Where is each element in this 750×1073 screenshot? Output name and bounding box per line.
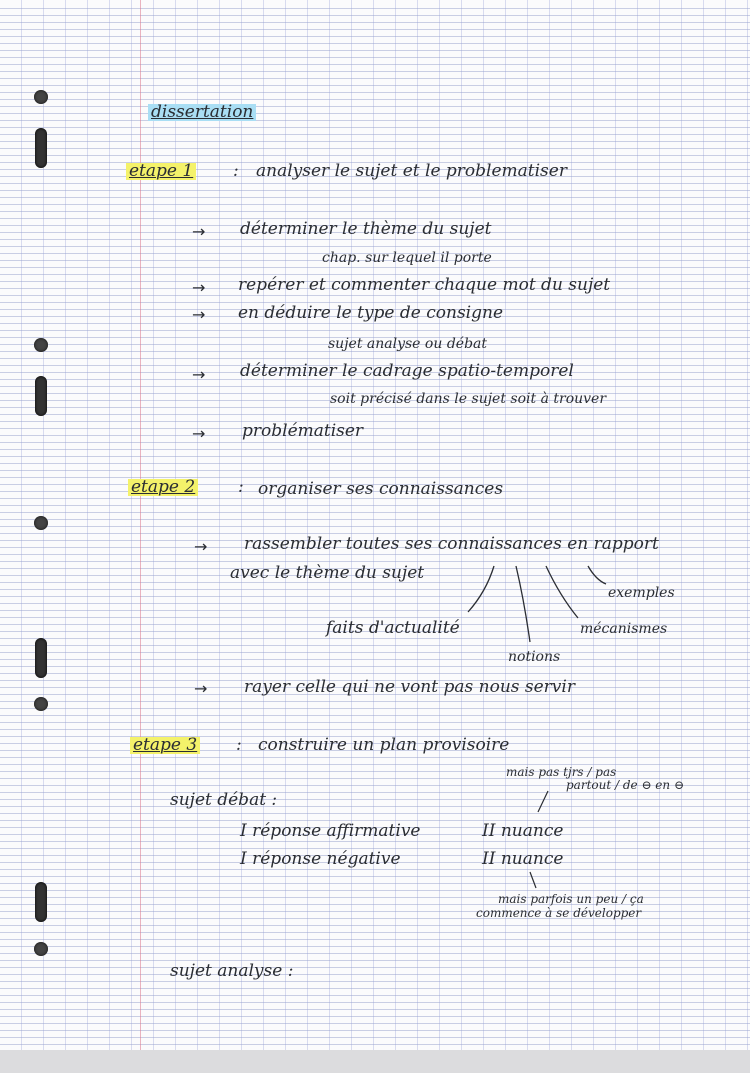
branch-faits-actualite: faits d'actualité	[326, 618, 460, 638]
branch-notions: notions	[508, 649, 561, 665]
etape1-item: en déduire le type de consigne	[238, 303, 504, 323]
sujet-analyse-label: sujet analyse :	[170, 961, 294, 981]
etape1-separator: :	[233, 161, 239, 181]
etape2-heading: organiser ses connaissances	[258, 479, 504, 499]
plan-part-two: II nuance	[482, 849, 564, 869]
etape2-item1-line1: rassembler toutes ses connaissances en rapport	[244, 534, 659, 554]
arrow-icon: →	[192, 305, 206, 324]
etape1-item: déterminer le thème du sujet	[240, 219, 492, 239]
etape1-heading: analyser le sujet et le problematiser	[256, 161, 567, 181]
arrow-icon: →	[194, 679, 208, 698]
etape3-note-top-line1: mais pas tjrs / pas	[506, 765, 617, 779]
etape3-label: etape 3	[130, 737, 200, 754]
arrow-icon: →	[192, 278, 206, 297]
etape1-note: soit précisé dans le sujet soit à trouver	[330, 391, 607, 407]
etape1-label: etape 1	[126, 163, 196, 180]
etape2-item2: rayer celle qui ne vont pas nous servir	[244, 677, 575, 697]
etape3-separator: :	[236, 735, 242, 755]
plan-part-one: I réponse négative	[240, 849, 401, 869]
etape3-heading: construire un plan provisoire	[258, 735, 510, 755]
etape2-item1-line2: avec le thème du sujet	[230, 563, 425, 583]
etape1-note: sujet analyse ou débat	[328, 336, 487, 352]
etape1-note: chap. sur lequel il porte	[322, 250, 492, 266]
plan-part-two: II nuance	[482, 821, 564, 841]
branch-mecanismes: mécanismes	[580, 621, 668, 637]
etape1-item: problématiser	[242, 421, 364, 441]
branch-exemples: exemples	[608, 585, 675, 601]
etape3-note-bottom-line1: mais parfois un peu / ça	[498, 892, 644, 906]
etape3-note-bottom-line2: commence à se développer	[476, 906, 642, 920]
etape1-item: repérer et commenter chaque mot du sujet	[238, 275, 611, 295]
page-title: dissertation	[148, 104, 256, 121]
etape3-note-top-line2: partout / de ⊖ en ⊖	[566, 778, 685, 792]
etape1-item: déterminer le cadrage spatio-temporel	[240, 361, 574, 381]
arrow-icon: →	[192, 365, 206, 384]
plan-part-one: I réponse affirmative	[240, 821, 421, 841]
arrow-icon: →	[194, 537, 208, 556]
sujet-debat-label: sujet débat :	[170, 790, 278, 810]
arrow-icon: →	[192, 424, 206, 443]
etape2-label: etape 2	[128, 479, 198, 496]
etape2-separator: :	[238, 477, 244, 497]
arrow-icon: →	[192, 222, 206, 241]
